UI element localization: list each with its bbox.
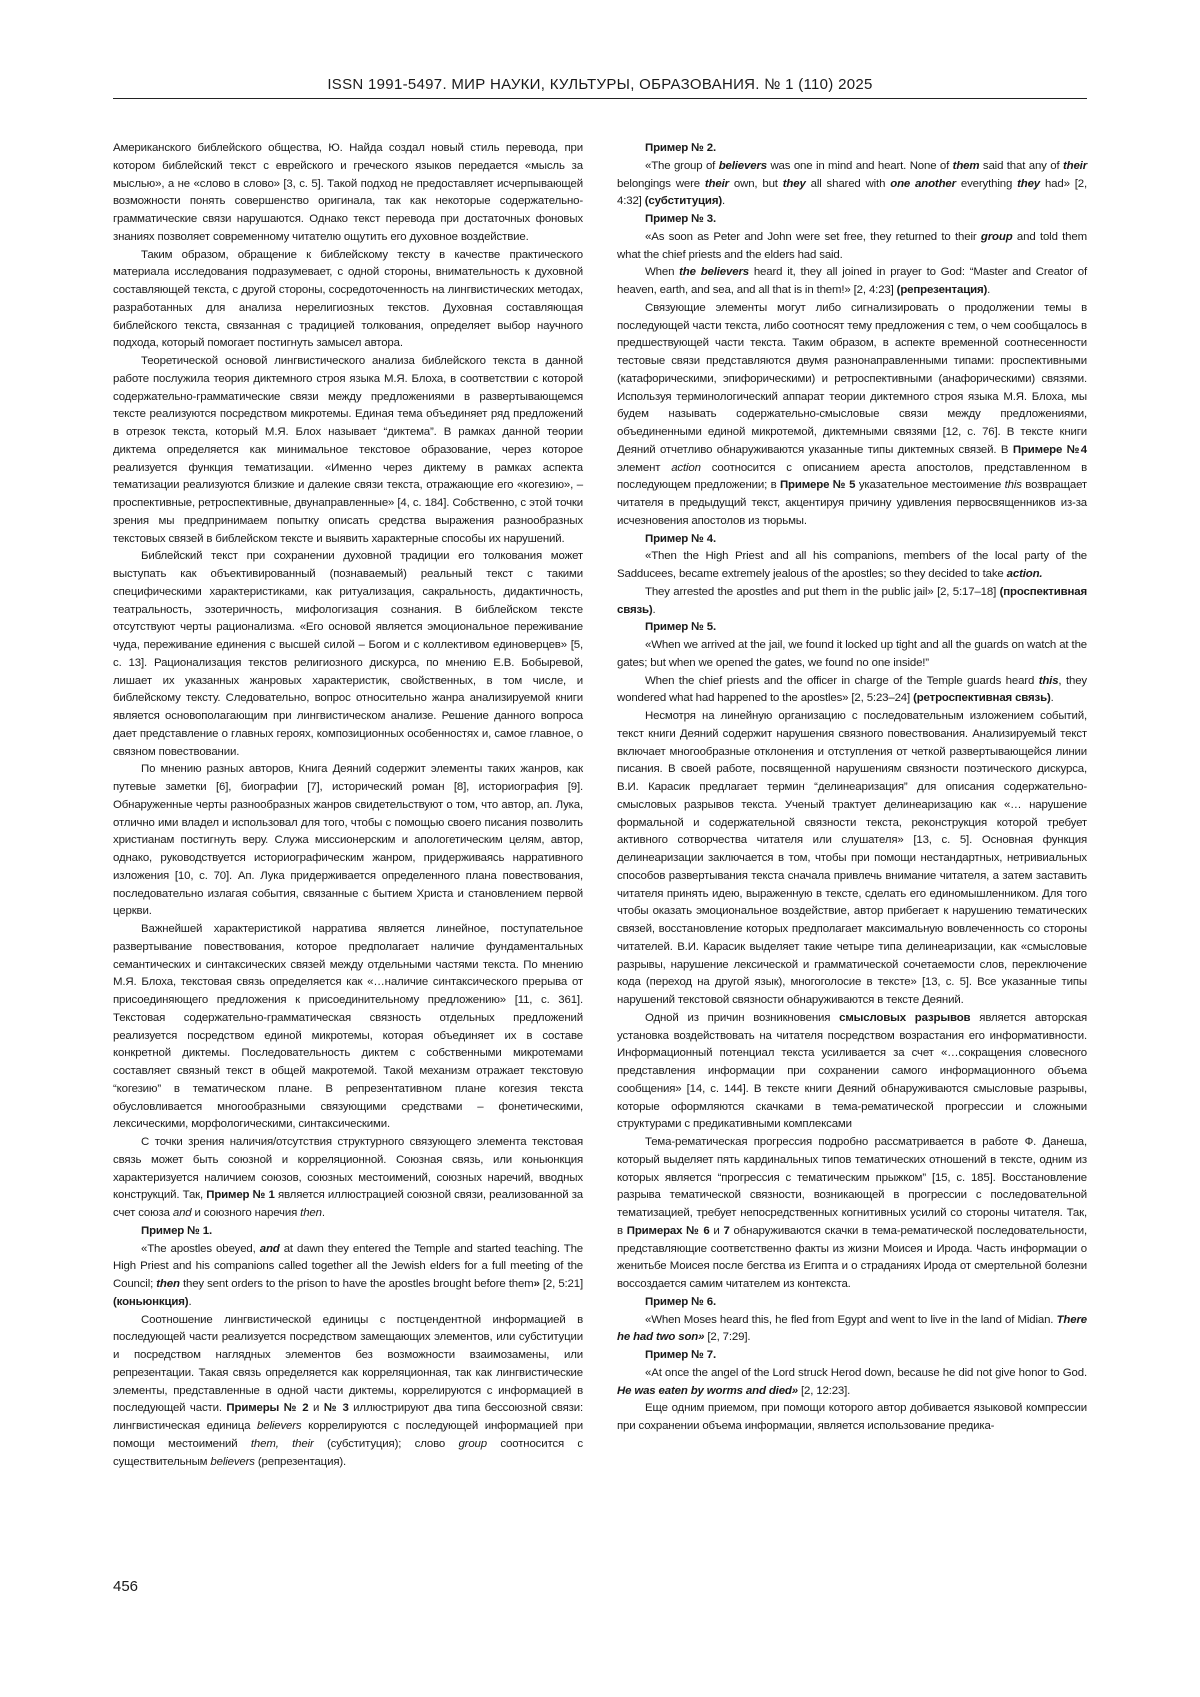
paragraph: Несмотря на линейную организацию с последовательным изложением событий, текст книги Деяний содержит нарушения связного повествования. Анализируемый текст включает многообразные отклонения и отступления от четкой развертывающейся линии писания. В своей работе, посвященной нарушениям связности поэтического дискурса, В.И. Карасик предлагает термин “делинеаризация” для описания содержательно-смысловых разрывов текста. Ученый трактует делинеаризацию как «… нарушение формальной и содержательной связности текста, реконструкция которой требует активного сотворчества читателя или слушателя» [13, с. 5]. Основная функция делинеаризации заключается в том, чтобы при помощи нестандартных, нетривиальных способов развертывания текста сначала привлечь внимание читателя, а затем заставить читателя принять идею, выраженную в тексте, сделать его единомышленником. Для того чтобы оказать эмоциональное воздействие, автор прибегает к нарушению тематических связей, восстановление которых предполагает максимальную вовлеченность со стороны читателей. В.И. Карасик выделяет такие четыре типа делинеаризации, как «смысловые разрывы, нарушение лексической и грамматической сочетаемости слов, переключение кода (переход на другой язык), многоголосие в тексте» [13, с. 5]. Все указанные типы нарушений текстовой связности обнаруживаются в тексте Деяний. [617,710,1087,1006]
text-run: . [652,603,656,616]
text-run: They arrested the apostles and put them in the public jail» [2, 5:17–18] [645,585,1000,598]
example-heading: Пример № 4. [645,532,717,545]
example-text [617,1365,1087,1401]
term: and [172,1207,192,1219]
example-heading: Пример № 5. [645,621,717,634]
text-run: Одной из причин возникновения [645,1011,840,1024]
text-run: had» [2, 4:32] [617,177,1087,208]
term-bold: смысловых разрывов [839,1011,971,1024]
highlight: their [1062,159,1088,172]
text-run: «The group of [645,159,719,172]
text-run: соотносится с описанием ареста апостолов, представленном в последующем предложении; в [617,461,1087,492]
text-run: Соотношение лингвистической единицы с постцендентной информацией в последующей части реализуется посредством замещающих элементов, или субституции и посредством наглядных элементов без возможности взаимозамены, или репрезентации. Такая связь определяется как корреляционная, так как лингвистические элементы, представленные в одной части диктемы, коррелируются с информацией в последующей части. [113,1313,583,1415]
highlight: and [259,1242,280,1255]
term: this [1004,479,1022,492]
example-heading: Пример № 1. [141,1224,213,1237]
text-run: and told them what the chief priests and the elders had said. [617,230,1087,261]
paragraph: Теоретической основой лингвистического анализа библейского текста в данной работе послужила теория диктемного строя языка М.Я. Блоха, в соответствии с которой содержательно-грамматические связи между предложениями в развертывающемся тексте реализуются посредством микротемы. Единая тема объединяет ряд предложений в отрезок текста, который М.Я. Блох называет “диктема”. В рамках данной теории диктема определяется как минимальное текстовое образование, через которое реализуется функция тематизации. «Именно через диктему в рамках аспекта тематизации реализуются близкие и далекие связи текста, отражающие его «когезию», – проспективные, ретроспективные, двунаправленные» [4, с. 184]. Собственно, с этой точки зрения мы предпринимаем попытку описать средства выражения разнообразных текстовых связей в библейском тексте и выявить характерные способы их нарушений. [113,355,583,545]
example-heading: Пример № 6. [645,1295,717,1308]
highlight: group [980,230,1013,243]
paragraph: Таким образом, обращение к библейскому тексту в качестве практического материала исследования подразумевает, с одной стороны, внимательность к духовной составляющей текста, с другой стороны, сосредоточенность на лингвистических методах, разработанных для анализа нерелигиозных текстов. Духовная составляющая библейского текста, связанная с традицией толкования, определяет выбор научного подхода, который помогает постигнуть замысел автора. [113,248,583,350]
label: (репрезентация) [896,284,988,296]
right-column [617,140,1087,1436]
example-text [617,264,1087,300]
text-run: (репрезентация). [254,1455,347,1468]
example-text [113,1241,583,1312]
highlight: their [704,177,729,190]
text-run: [2, 7:29]. [704,1331,751,1344]
example-text: «When we arrived at the jail, we found it locked up tight and all the guards on watch at the gates; but when we opened the gates, we found no one inside!” [617,639,1087,669]
text-run: «As soon as Peter and John were set free, they returned to their [645,230,981,243]
paragraph [113,1312,583,1472]
example-text [617,584,1087,620]
paragraph [617,1010,1087,1134]
example-text [617,673,1087,709]
example-ref: № 3 [323,1402,349,1415]
example-heading: Пример № 2. [645,142,717,154]
left-column [113,140,583,1471]
example-ref: Пример № 1 [206,1189,275,1202]
text-run: » [533,1278,540,1290]
paragraph [113,1134,583,1223]
highlight: this [1038,674,1059,687]
term: believers [210,1455,255,1468]
example-text [617,158,1087,211]
text-run: С точки зрения наличия/отсутствия структурного связующего элемента текстовая связь может быть союзной и корреляционной. Союзная связь, или коньюнкция характеризуется наличием союзов, союзных местоимений, союзных наречий, вводных конструкций. Так, [113,1136,583,1202]
page-number: 456 [113,1578,139,1595]
text-run: Связующие элементы могут либо сигнализировать о продолжении темы в последующей части текста, либо соотносят тему предложения с тем, о чем сообщалось в предшествующей части текста. Таким образом, в аспекте временной соотнесенности тестовые связи представляются двумя разнонаправленными типами: проспективными (катафорическими, эпифорическими) и ретроспективными (анафорическими) связями. Используя терминологический аппарат теории диктемного строя языка М.Я. Блоха, мы будем называть содержательно-смысловые связи между предложениями, объединенными единой микротемой, диктемными связями [12, с. 76]. В тексте книги Деяний отчетливо обнаруживаются указанные типы диктемных связей. В [617,301,1087,456]
text-run: When the chief priests and the officer in charge of the Temple guards heard [645,674,1039,687]
text-run: иллюстрируют два типа бессоюзной связи: лингвистическая единица [113,1402,583,1432]
text-run: является авторская установка воздействовать на читателя посредством возрастания его информативности. Информационный потенциал текста усиливается за счет «…сокращения словесного представления информации при сохранении самого информационного объема сообщения» [14, с. 144]. В тексте книги Деяний обнаруживаются смысловые разрывы, которые оформляются скачками в тема-рематической прогрессии и сложными структурами с предикативными комплексами [617,1011,1087,1131]
text-run: [2, 5:21] [539,1278,584,1290]
paragraph [617,1134,1087,1294]
example-heading: Пример № 7. [645,1349,717,1361]
text-run: . [188,1295,192,1308]
text-run: «The apostles obeyed, [141,1242,260,1255]
text-run: элемент [617,461,672,474]
highlight: they [1017,177,1041,190]
example-text [617,229,1087,265]
text-run: «Then the High Priest and all his companions, members of the local party of the Sadducees, became extremely jealous of the apostles; so they decided to take [617,550,1087,580]
label: (коньюнкция) [113,1295,189,1308]
journal-header: ISSN 1991-5497. МИР НАУКИ, КУЛЬТУРЫ, ОБРАЗОВАНИЯ. № 1 (110) 2025 [327,76,873,93]
term: them, their [250,1437,314,1450]
example-ref: 7 [723,1224,730,1237]
text-run: . [321,1207,325,1219]
example-ref: Примерах № 6 [626,1224,710,1237]
header-divider [113,98,1087,99]
text-run: указательное местоимение [855,479,1005,492]
text-run: . [987,284,991,296]
text-run: Тема-рематическая прогрессия подробно рассматривается в работе Ф. Данеша, который выделяет пять кардинальных типов тематических отношений в тексте, одним из которых является “прогрессия с тематическим прыжком” [15, с. 185]. Восстановление разрыва тематической связности, возникающей в прогрессии с последовательной тематизацией, требует непосредственных когнитивных усилий со стороны читателя. Так, в [617,1136,1087,1237]
text-run: own, but [728,177,783,190]
example-ref: Примере №4 [1012,443,1087,456]
text-run: (субституция); слово [313,1437,459,1450]
highlight: the believers [679,266,749,279]
text-run: и союзного наречия [191,1207,301,1219]
paragraph: Библейский текст при сохранении духовной традиции его толкования может выступать как объективированный (познаваемый) реальный текст с такими специфическими характеристиками, как ритуализация, сакральность, дидактичность, театральность, эзотеричность, мифологизация сознания. В библейском тексте отсутствуют черты рационализма. «Его основой является эмоциональное переживание чуда, переживание единения с высшей силой – Богом и с коллективом единоверцев» [5, с. 13]. Рационализация текстов религиозного дискурса, по мнению Е.В. Бобыревой, лишает их указанных жанровых характеристик, свойственных, в том числе, и библейскому тексту. Следовательно, вопрос относительно жанра анализируемой книги является основополагающим при лингвистическом анализе. Решение данного вопроса дает представление о главных героях, композиционных особенностях и, самое главное, о связном повествовании. [113,550,583,758]
text-run: , they wondered what had happened to the apostles» [2, 5:23–24] [617,674,1087,705]
paragraph: Американского библейского общества, Ю. Найда создал новый стиль перевода, при котором библейский текст с еврейского и греческого языков передается «мысль за мыслью», а не «слово в слово» [3, с. 5]. Такой подход не предоставляет исчерпывающей возможности понять совершенство оригинала, так как некоторые содержательно-грамматические связи нарушаются. Однако текст перевода при достаточных фоновых знаниях позволяет современному читателю ощутить его духовное воздействие. [113,142,583,243]
text-run: everything [955,177,1018,190]
text-run: . [722,195,726,208]
example-text [617,548,1087,584]
text-run: обнаруживаются скачки в тема-рематической последовательности, представляющие соответственно факты из жизни Моисея и Ирода. Часть информации о женитьбе Моисея после бегства из Египта и о страданиях Ирода от смертельной болезни воссоздается самим читателем из контекста. [617,1224,1088,1290]
paragraph: По мнению разных авторов, Книга Деяний содержит элементы таких жанров, как путевые заметки [6], биографии [7], исторический роман [8], историография [9]. Обнаруженные черты разнообразных жанров свидетельствуют о том, что автор, ап. Лука, отлично ими владел и использовал для того, чтобы с помощью своего писания позволить христианам постигнуть веру. Служа миссионерским и апологетическим целям, автор, однако, руководствуется историографическим жанром, придерживаясь нарративного изложения [10, с. 70]. Ап. Лука придерживается определенного плана повествования, последовательно излагая события, связанные с бытием Христа и становлением первой церкви. [113,763,583,918]
highlight: He was eaten by worms and died» [617,1384,798,1397]
highlight: then [156,1278,180,1290]
text-run: at dawn they entered the Temple and started teaching. The High Priest and his companions called together all the Jewish elders for a full meeting of the Council; [113,1242,583,1290]
text-run: heard it, they all joined in prayer to God: “Master and Creator of heaven, earth, and sea, and all that is in them!» [2, 4:23] [617,266,1087,296]
example-heading: Пример № 3. [645,213,717,225]
text-run: they sent orders to the prison to have the apostles brought before them [179,1278,534,1290]
text-run: was one in mind and heart. None of [766,159,953,172]
text-run: belongings were [617,177,705,190]
text-run: и [308,1402,324,1415]
text-run: all shared with [805,177,891,190]
paragraph [617,300,1087,531]
term: believers [257,1420,302,1432]
text-run: является иллюстрацией союзной связи, реализованной за счет союза [113,1189,584,1219]
highlight: them [952,159,980,172]
highlight: action. [1006,568,1043,580]
paragraph: Еще одним приемом, при помощи которого автор добивается языковой компрессии при сохранении объема информации, является использование предика- [617,1402,1087,1432]
text-run: соотносится с существительным [113,1437,583,1468]
term: group [458,1437,487,1450]
text-run: возвращает читателя в предыдущий текст, акцентируя причину удивления первосвященников из-за исчезновения апостолов из тюрьмы. [617,479,1087,527]
text-run: «At once the angel of the Lord struck Herod down, because he did not give honor to God. [645,1366,1087,1379]
highlight: There he had two son» [617,1313,1087,1344]
label: (субституция) [644,195,722,208]
example-ref: Примеры № 2 [226,1402,309,1415]
example-text [617,1312,1087,1348]
highlight: they [782,177,806,190]
highlight: one another [890,177,956,190]
text-run: When [645,266,680,279]
text-run: коррелируются с последующей информацией при помощи местоимений [113,1420,583,1450]
highlight: believers [718,159,767,172]
example-ref: Примере № 5 [779,479,856,492]
label: (ретроспективная связь) [913,692,1051,705]
term: then [300,1207,322,1219]
text-run: и [709,1224,724,1237]
term: action [671,461,701,474]
text-run: «When Moses heard this, he fled from Egypt and went to live in the land of Midian. [645,1313,1057,1326]
text-run: [2, 12:23]. [797,1384,851,1397]
label: (проспективная связь) [617,585,1087,616]
text-run: . [1050,692,1054,705]
paragraph: Важнейшей характеристикой нарратива является линейное, поступательное развертывание повествования, которое предполагает наличие фундаментальных семантических и синтаксических связей между отдельными частями текста. По мнению М.Я. Блоха, текстовая связь определяется как «…наличие синтаксического прерыва от присоединяющего предложения к присоединительному предложению» [11, с. 361]. Текстовая содержательно-грамматическая связность отдельных предложений реализуется посредством единой микротемы, которая объединяет их в составе конкретной диктемы. Последовательность диктем с собственными микротемами составляет связный текст в общей макротемой. Такой механизм отражает текстовую “когезию” в тематическом плане. В репрезентативном плане когезия текста обусловливается многообразными связующими средствами – фонетическими, лексическими, морфологическими, синтаксическими. [113,923,583,1131]
text-run: said that any of [979,159,1063,172]
